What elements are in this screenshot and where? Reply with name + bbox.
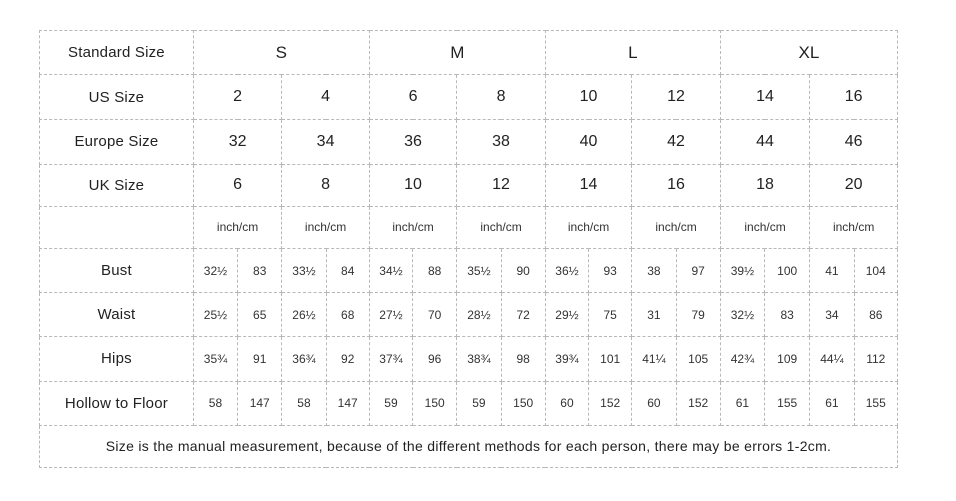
size-value-cell: 8	[457, 75, 546, 120]
size-value-cell: 16	[632, 164, 721, 206]
measurement-value-cell: 84	[326, 248, 369, 292]
size-value-cell: 14	[545, 164, 631, 206]
measurement-value-cell: 36½	[545, 248, 588, 292]
measurement-value-cell: 42¾	[720, 337, 764, 381]
size-conversion-row	[40, 164, 898, 206]
measurement-value-cell: 44¼	[810, 337, 854, 381]
measurement-value-cell: 109	[765, 337, 810, 381]
measurement-value-cell: 86	[854, 293, 897, 337]
row-label: Hips	[40, 337, 194, 381]
size-value-cell: 34	[282, 120, 370, 164]
size-value-cell: 16	[810, 75, 898, 120]
row-label: US Size	[40, 75, 194, 120]
measurement-row	[40, 248, 898, 292]
size-value-cell: 2	[193, 75, 281, 120]
measurement-value-cell: 83	[765, 293, 810, 337]
unit-label-cell: inch/cm	[632, 206, 721, 248]
size-value-cell: 44	[720, 120, 809, 164]
measurement-value-cell: 68	[326, 293, 369, 337]
size-value-cell: 12	[457, 164, 546, 206]
measurement-value-cell: 33½	[282, 248, 326, 292]
unit-label-cell: inch/cm	[545, 206, 631, 248]
row-label: Europe Size	[40, 120, 194, 164]
measurement-value-cell: 91	[238, 337, 282, 381]
measurement-value-cell: 65	[238, 293, 282, 337]
measurement-value-cell: 150	[501, 381, 545, 425]
measurement-value-cell: 155	[854, 381, 897, 425]
measurement-value-cell: 152	[676, 381, 720, 425]
measurement-value-cell: 34½	[369, 248, 412, 292]
measurement-value-cell: 27½	[369, 293, 412, 337]
measurement-value-cell: 29½	[545, 293, 588, 337]
measurement-value-cell: 60	[545, 381, 588, 425]
measurement-value-cell: 41¼	[632, 337, 676, 381]
measurement-value-cell: 92	[326, 337, 369, 381]
row-label: Waist	[40, 293, 194, 337]
measurement-value-cell: 28½	[457, 293, 501, 337]
measurement-value-cell: 90	[501, 248, 545, 292]
standard-size-cell: M	[369, 31, 545, 75]
measurement-value-cell: 97	[676, 248, 720, 292]
measurement-value-cell: 93	[589, 248, 632, 292]
empty-label-cell	[40, 206, 194, 248]
measurement-value-cell: 58	[193, 381, 237, 425]
size-value-cell: 20	[810, 164, 898, 206]
measurement-value-cell: 26½	[282, 293, 326, 337]
unit-label-cell: inch/cm	[720, 206, 809, 248]
row-label: UK Size	[40, 164, 194, 206]
measurement-value-cell: 88	[413, 248, 457, 292]
size-value-cell: 12	[632, 75, 721, 120]
note-row	[40, 425, 898, 467]
standard-size-cell: L	[545, 31, 720, 75]
measurement-value-cell: 31	[632, 293, 676, 337]
measurement-value-cell: 32½	[193, 248, 237, 292]
measurement-value-cell: 36¾	[282, 337, 326, 381]
row-label: Hollow to Floor	[40, 381, 194, 425]
unit-label-cell: inch/cm	[369, 206, 456, 248]
measurement-value-cell: 34	[810, 293, 854, 337]
standard-size-cell: XL	[720, 31, 897, 75]
measurement-value-cell: 105	[676, 337, 720, 381]
size-value-cell: 10	[369, 164, 456, 206]
measurement-value-cell: 83	[238, 248, 282, 292]
measurement-value-cell: 79	[676, 293, 720, 337]
measurement-value-cell: 41	[810, 248, 854, 292]
standard-size-cell: S	[193, 31, 369, 75]
measurement-value-cell: 38¾	[457, 337, 501, 381]
measurement-value-cell: 147	[326, 381, 369, 425]
measurement-value-cell: 155	[765, 381, 810, 425]
measurement-note: Size is the manual measurement, because of the different methods for each person, there may be errors 1-2cm.	[40, 425, 898, 467]
measurement-value-cell: 98	[501, 337, 545, 381]
measurement-value-cell: 60	[632, 381, 676, 425]
measurement-value-cell: 70	[413, 293, 457, 337]
measurement-value-cell: 72	[501, 293, 545, 337]
size-value-cell: 46	[810, 120, 898, 164]
unit-label-cell: inch/cm	[810, 206, 898, 248]
size-conversion-row	[40, 120, 898, 164]
size-value-cell: 8	[282, 164, 370, 206]
size-value-cell: 6	[193, 164, 281, 206]
size-value-cell: 32	[193, 120, 281, 164]
size-chart-table	[39, 30, 898, 468]
measurement-value-cell: 25½	[193, 293, 237, 337]
measurement-value-cell: 61	[810, 381, 854, 425]
measurement-value-cell: 35½	[457, 248, 501, 292]
measurement-value-cell: 58	[282, 381, 326, 425]
measurement-value-cell: 39½	[720, 248, 764, 292]
unit-row	[40, 206, 898, 248]
measurement-value-cell: 150	[413, 381, 457, 425]
size-value-cell: 18	[720, 164, 809, 206]
measurement-value-cell: 104	[854, 248, 897, 292]
measurement-row	[40, 381, 898, 425]
row-label-standard-size: Standard Size	[40, 31, 194, 75]
measurement-value-cell: 100	[765, 248, 810, 292]
measurement-value-cell: 61	[720, 381, 764, 425]
size-value-cell: 14	[720, 75, 809, 120]
measurement-value-cell: 152	[589, 381, 632, 425]
size-value-cell: 4	[282, 75, 370, 120]
measurement-value-cell: 59	[369, 381, 412, 425]
size-value-cell: 36	[369, 120, 456, 164]
measurement-value-cell: 112	[854, 337, 897, 381]
measurement-value-cell: 32½	[720, 293, 764, 337]
size-value-cell: 42	[632, 120, 721, 164]
measurement-value-cell: 96	[413, 337, 457, 381]
size-value-cell: 10	[545, 75, 631, 120]
standard-size-row	[40, 31, 898, 75]
size-value-cell: 40	[545, 120, 631, 164]
measurement-value-cell: 38	[632, 248, 676, 292]
row-label: Bust	[40, 248, 194, 292]
size-value-cell: 6	[369, 75, 456, 120]
unit-label-cell: inch/cm	[282, 206, 370, 248]
measurement-value-cell: 37¾	[369, 337, 412, 381]
measurement-value-cell: 101	[589, 337, 632, 381]
measurement-value-cell: 59	[457, 381, 501, 425]
measurement-value-cell: 35¾	[193, 337, 237, 381]
size-chart-body	[40, 31, 898, 468]
measurement-row	[40, 293, 898, 337]
measurement-value-cell: 39¾	[545, 337, 588, 381]
measurement-value-cell: 75	[589, 293, 632, 337]
size-conversion-row	[40, 75, 898, 120]
measurement-value-cell: 147	[238, 381, 282, 425]
unit-label-cell: inch/cm	[457, 206, 546, 248]
unit-label-cell: inch/cm	[193, 206, 281, 248]
measurement-row	[40, 337, 898, 381]
size-value-cell: 38	[457, 120, 546, 164]
